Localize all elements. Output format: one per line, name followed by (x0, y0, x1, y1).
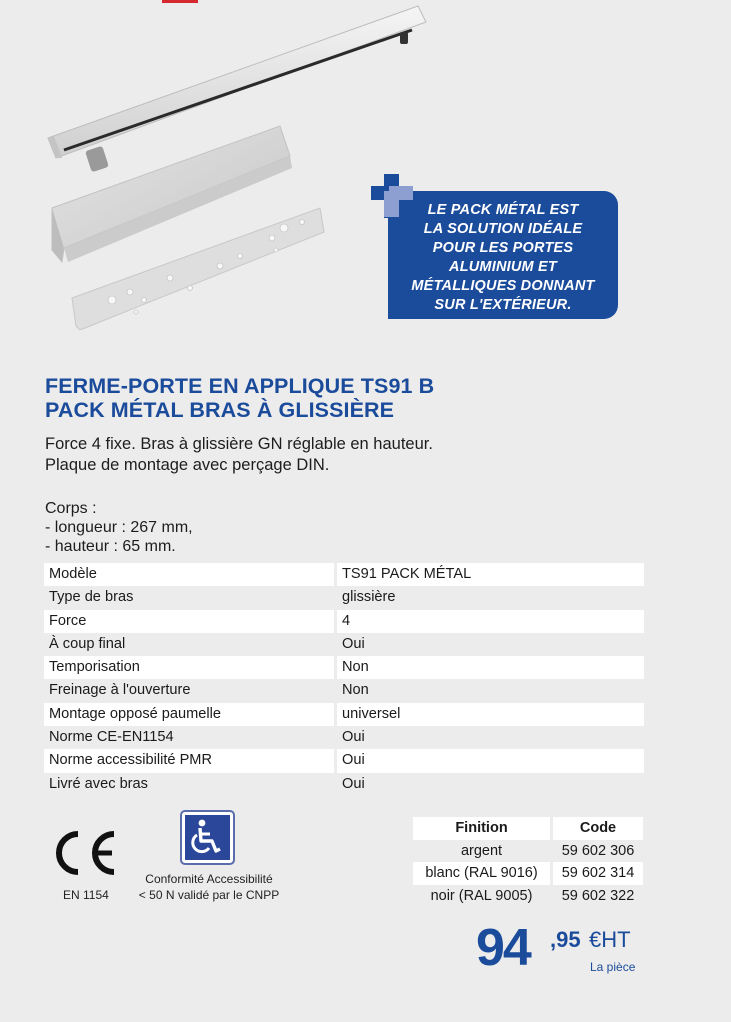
dimension-length: - longueur : 267 mm, (45, 519, 193, 536)
finish-code-table (413, 817, 643, 907)
table-header (413, 817, 643, 840)
product-title-line2: PACK MÉTAL BRAS À GLISSIÈRE (45, 398, 395, 422)
pack-metal-callout (388, 191, 618, 319)
spec-value: Oui (337, 726, 644, 749)
description-line: Force 4 fixe. Bras à glissière GN réglable en hauteur. (45, 435, 433, 453)
ce-mark-icon (48, 830, 118, 876)
table-row (413, 885, 643, 908)
table-row (44, 656, 644, 679)
price-decimal: ,95 (550, 927, 581, 952)
spec-label: Norme accessibilité PMR (44, 749, 334, 772)
spec-value: Oui (337, 749, 644, 772)
table-row (413, 862, 643, 885)
table-row (44, 563, 644, 586)
price-integer: 94 (476, 919, 530, 977)
callout-line: POUR LES PORTES (432, 240, 574, 256)
code-cell: 59 602 322 (553, 885, 643, 908)
callout-line: MÉTALLIQUES DONNANT (411, 278, 595, 294)
dimension-height: - hauteur : 65 mm. (45, 538, 176, 555)
specifications-table (44, 563, 644, 796)
body-dimensions (45, 499, 193, 556)
product-description (45, 434, 433, 476)
spec-value: Oui (337, 633, 644, 656)
spec-value: Non (337, 656, 644, 679)
table-row (44, 703, 644, 726)
spec-label: Modèle (44, 563, 334, 586)
code-cell: 59 602 314 (553, 862, 643, 885)
accessibility-line: < 50 N validé par le CNPP (138, 888, 280, 902)
finish-cell: blanc (RAL 9016) (413, 862, 550, 885)
table-row (44, 679, 644, 702)
callout-text (388, 201, 618, 315)
wheelchair-icon (185, 815, 230, 860)
price-unit: La pièce (590, 960, 636, 974)
callout-line: LE PACK MÉTAL EST (427, 202, 579, 218)
product-title (45, 374, 434, 422)
accessibility-label (138, 871, 280, 903)
finish-cell: noir (RAL 9005) (413, 885, 550, 908)
plus-icon-highlight-h (389, 186, 413, 200)
spec-label: Livré avec bras (44, 773, 334, 796)
code-cell: 59 602 306 (553, 840, 643, 863)
table-row (44, 610, 644, 633)
callout-line: LA SOLUTION IDÉALE (423, 221, 583, 237)
callout-line: ALUMINIUM ET (449, 259, 557, 275)
accessibility-line: Conformité Accessibilité (145, 872, 273, 886)
spec-label: Force (44, 610, 334, 633)
dimensions-title: Corps : (45, 500, 97, 517)
table-row (44, 633, 644, 656)
product-title-line1: FERME-PORTE EN APPLIQUE TS91 B (45, 374, 435, 398)
spec-label: À coup final (44, 633, 334, 656)
spec-label: Freinage à l'ouverture (44, 679, 334, 702)
column-header-finish: Finition (413, 817, 550, 840)
finish-cell: argent (413, 840, 550, 863)
spec-value: glissière (337, 586, 644, 609)
spec-value: TS91 PACK MÉTAL (337, 563, 644, 586)
callout-line: SUR L'EXTÉRIEUR. (434, 297, 572, 313)
spec-label: Norme CE-EN1154 (44, 726, 334, 749)
table-row (413, 840, 643, 863)
table-row (44, 773, 644, 796)
spec-value: universel (337, 703, 644, 726)
spec-value: Oui (337, 773, 644, 796)
description-line: Plaque de montage avec perçage DIN. (45, 456, 330, 474)
table-row (44, 749, 644, 772)
ce-standard-label: EN 1154 (63, 888, 109, 902)
spec-value: Non (337, 679, 644, 702)
spec-label: Montage opposé paumelle (44, 703, 334, 726)
table-row (44, 586, 644, 609)
column-header-code: Code (553, 817, 643, 840)
table-row (44, 726, 644, 749)
spec-label: Type de bras (44, 586, 334, 609)
spec-value: 4 (337, 610, 644, 633)
accessibility-badge (180, 810, 235, 865)
price-currency: €HT (589, 927, 631, 952)
door-closer-product-image (40, 0, 440, 330)
spec-label: Temporisation (44, 656, 334, 679)
